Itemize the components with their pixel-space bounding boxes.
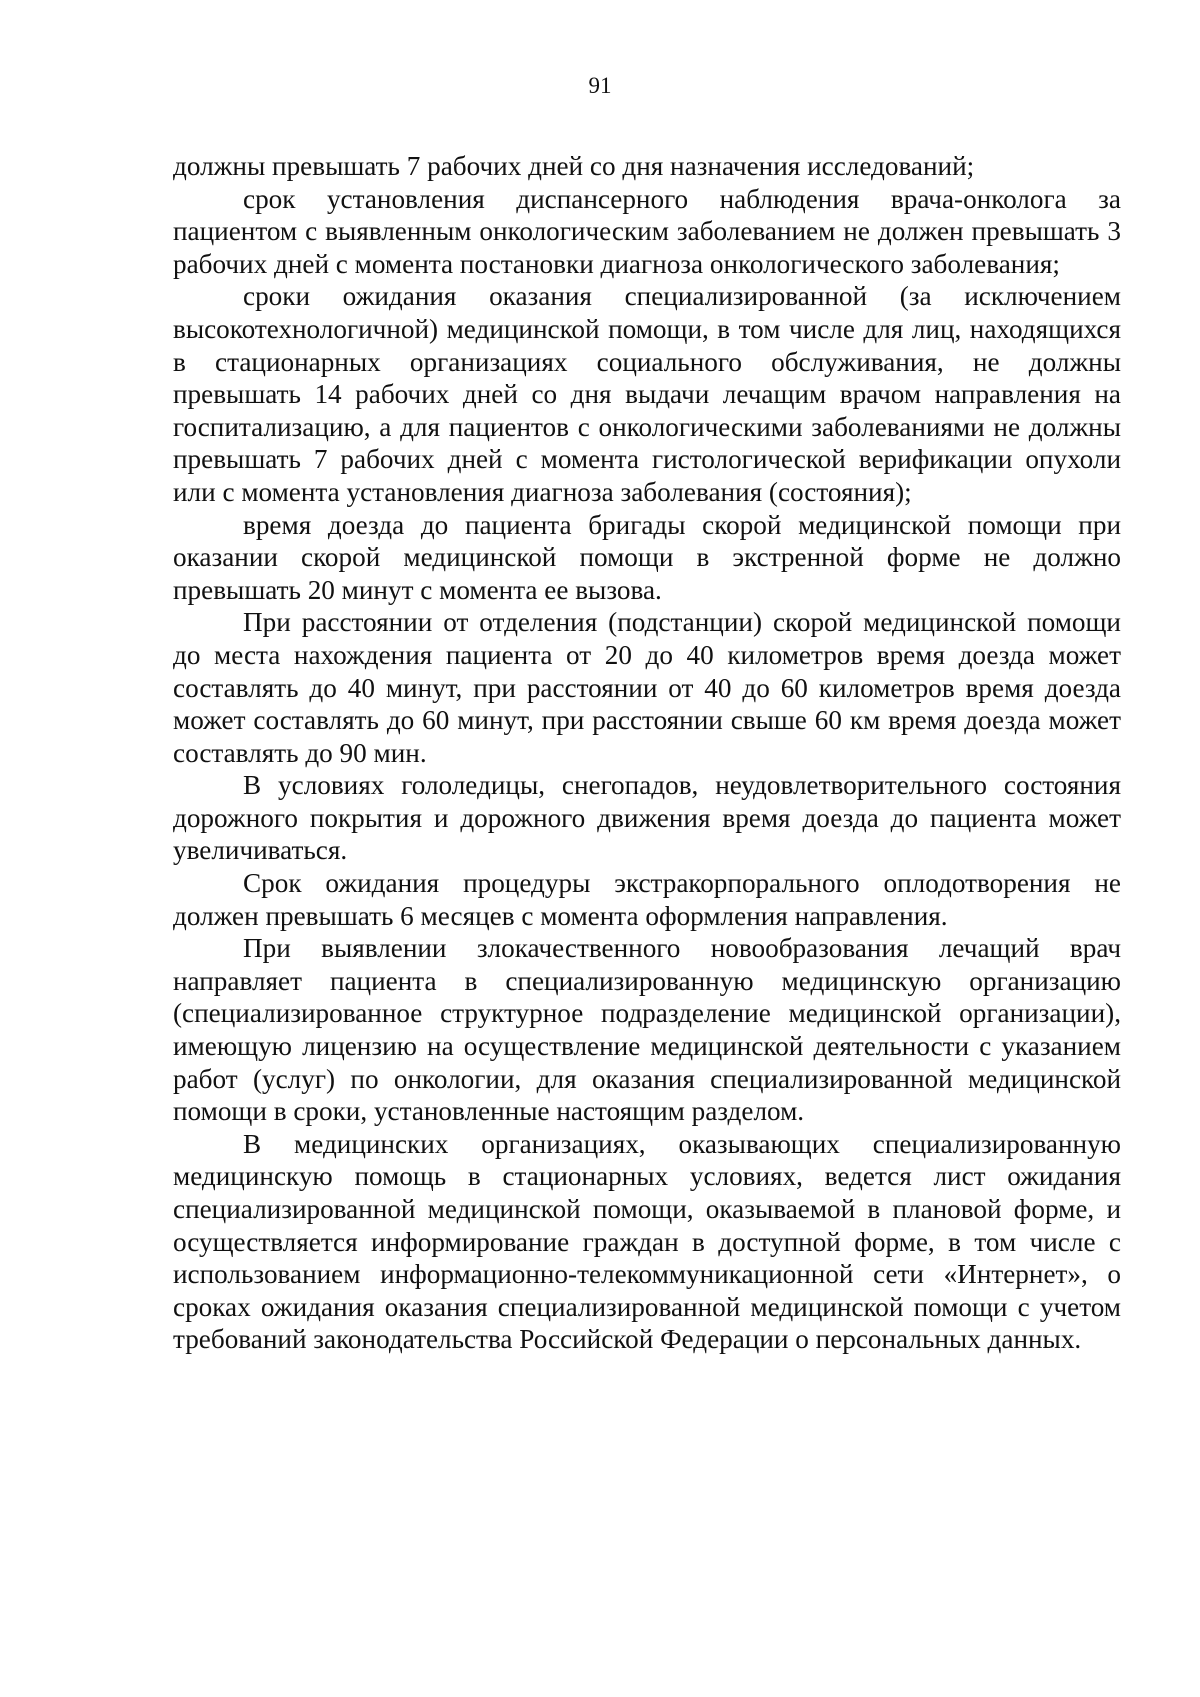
paragraph-specialized-care-wait: сроки ожидания оказания специализированной (за исключением высокотехнологичной) медицинской помощи, в том числе для лиц, находящихся в стационарных организациях социального обслуживания, не должны превышать 14 рабочих дней со дня выдачи лечащим врачом направления на госпитализацию, а для пациентов с онкологическими заболеваниями не должны превышать 7 рабочих дней с момента гистологической верификации опухоли или с момента установления диагноза заболевания (состояния);: [173, 281, 1121, 507]
document-body: [173, 150, 1121, 1356]
paragraph-ambulance-distance: При расстоянии от отделения (подстанции) скорой медицинской помощи до места нахождения пациента от 20 до 40 километров время доезда может составлять до 40 минут, при расстоянии от 40 до 60 километров время доезда может составлять до 60 минут, при расстоянии свыше 60 км время доезда может составлять до 90 мин.: [173, 607, 1121, 768]
paragraph-continuation: должны превышать 7 рабочих дней со дня назначения исследований;: [173, 151, 975, 181]
paragraph-weather-conditions: В условиях гололедицы, снегопадов, неудовлетворительного состояния дорожного покрытия и дорожного движения время доезда до пациента может увеличиваться.: [173, 770, 1121, 866]
page-number: 91: [588, 73, 612, 98]
paragraph-waiting-list: В медицинских организациях, оказывающих специализированную медицинскую помощь в стационарных условиях, ведется лист ожидания специализированной медицинской помощи, оказываемой в плановой форме, и осуществляется информирование граждан в доступной форме, в том числе с использованием информационно-телекоммуникационной сети «Интернет», о сроках ожидания оказания специализированной медицинской помощи с учетом требований законодательства Российской Федерации о персональных данных.: [173, 1128, 1121, 1355]
paragraph-ivf-wait: Срок ожидания процедуры экстракорпорального оплодотворения не должен превышать 6 месяцев с момента оформления направления.: [173, 868, 1121, 931]
paragraph-malignancy-referral: При выявлении злокачественного новообразования лечащий врач направляет пациента в специализированную медицинскую организацию (специализированное структурное подразделение медицинской организации), имеющую лицензию на осуществление медицинской деятельности с указанием работ (услуг) по онкологии, для оказания специализированной медицинской помощи в сроки, установленные настоящим разделом.: [173, 933, 1121, 1127]
paragraph-oncology-observation: срок установления диспансерного наблюдения врача-онколога за пациентом с выявленным онкологическим заболеванием не должен превышать 3 рабочих дней с момента постановки диагноза онкологического заболевания;: [173, 183, 1121, 279]
paragraph-ambulance-time: время доезда до пациента бригады скорой медицинской помощи при оказании скорой медицинской помощи в экстренной форме не должно превышать 20 минут с момента ее вызова.: [173, 509, 1121, 605]
